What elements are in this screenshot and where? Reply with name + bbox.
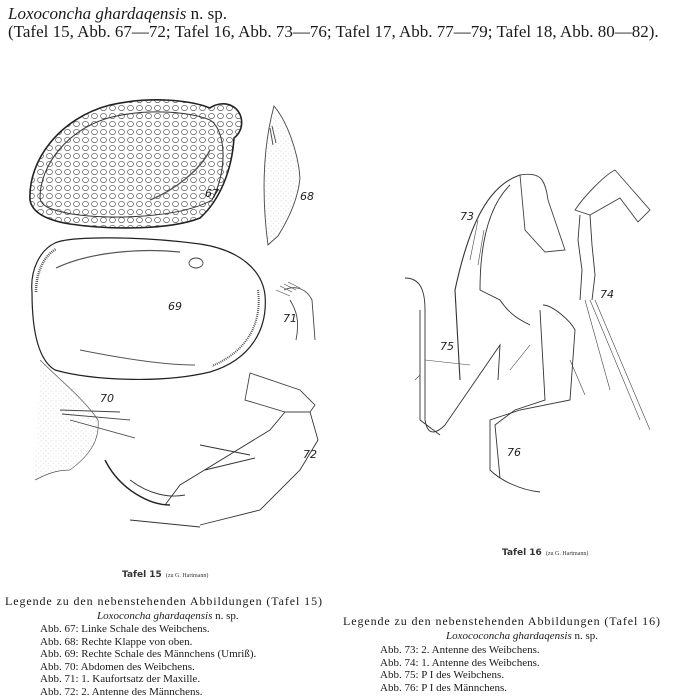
- label-70: 70: [100, 392, 114, 405]
- legend-16-species-suffix: n. sp.: [571, 630, 599, 642]
- legend-16-species-name: Loxococoncha ghardaqensis: [446, 630, 572, 642]
- legend-16-species: [446, 630, 598, 642]
- label-69: 69: [168, 300, 182, 313]
- label-73: 73: [460, 210, 474, 223]
- label-74: 74: [600, 288, 614, 301]
- label-72: 72: [303, 448, 317, 461]
- plate-reference: (Tafel 15, Abb. 67—72; Tafel 16, Abb. 73—76; Tafel 17, Abb. 77—79; Tafel 18, Abb. 80—82).: [8, 22, 659, 41]
- legend-item-75: Abb. 75: P I des Weibchens.: [380, 669, 505, 681]
- legend-15-heading: Legende zu den nebenstehenden Abbildungen (Tafel 15): [5, 594, 323, 608]
- plate-16-title: Tafel 16: [502, 548, 542, 558]
- species-name: Loxoconcha ghardaqensis: [8, 4, 187, 23]
- legend-item-76: Abb. 76: P I des Männchens.: [380, 681, 507, 694]
- plate-15-title: Tafel 15: [122, 570, 162, 580]
- figure-73-antenna: [455, 174, 565, 380]
- legend-item-69: Abb. 69: Rechte Schale des Männchens (Umriß).: [40, 648, 257, 660]
- legend-item-70: Abb. 70: Abdomen des Weibchens.: [40, 660, 195, 673]
- legend-item-67: Abb. 67: Linke Schale des Weibchens.: [40, 623, 210, 635]
- species-suffix: n. sp.: [186, 4, 227, 23]
- legend-15-species-name: Loxoconcha ghardaqensis: [97, 610, 213, 622]
- legend-item-71: Abb. 71: 1. Kaufortsatz der Maxille.: [40, 673, 201, 685]
- figure-71-maxilla: [276, 282, 315, 340]
- legend-15-list: [40, 623, 256, 698]
- plate-16-credit: (zu G. Hartmann): [545, 551, 589, 557]
- label-68: 68: [300, 190, 314, 203]
- figure-69-male-valve: [32, 238, 266, 380]
- legend-16-list: [380, 644, 540, 694]
- plate-15-caption: [122, 570, 208, 580]
- legend-15-species: [97, 610, 239, 622]
- legend-15-species-suffix: n. sp.: [212, 610, 239, 622]
- figure-74-antenna: [575, 170, 650, 430]
- legend-item-68: Abb. 68: Rechte Klappe von oben.: [40, 635, 193, 648]
- figure-70-abdomen: [35, 360, 135, 480]
- plate-15-credit: (zu G. Hartmann): [165, 573, 209, 579]
- legend-item-74: Abb. 74: 1. Antenne des Weibchens.: [380, 656, 540, 669]
- label-71: 71: [283, 312, 297, 325]
- legend-item-72: Abb. 72: 2. Antenne des Männchens.: [40, 685, 203, 698]
- legend-16-heading: Legende zu den nebenstehenden Abbildungen (Tafel 16): [343, 614, 661, 628]
- label-76: 76: [507, 446, 521, 459]
- figure-67-left-valve: [30, 100, 242, 228]
- legend-item-73: Abb. 73: 2. Antenne des Weibchens.: [380, 644, 540, 656]
- plate-16-caption: [502, 548, 588, 558]
- figure-72-antenna: [105, 373, 318, 527]
- figure-76-leg: [490, 305, 585, 492]
- figure-68-valve-top: [264, 106, 314, 245]
- figure-75-leg: [405, 278, 500, 435]
- label-75: 75: [440, 340, 454, 353]
- label-67: 67: [205, 187, 219, 200]
